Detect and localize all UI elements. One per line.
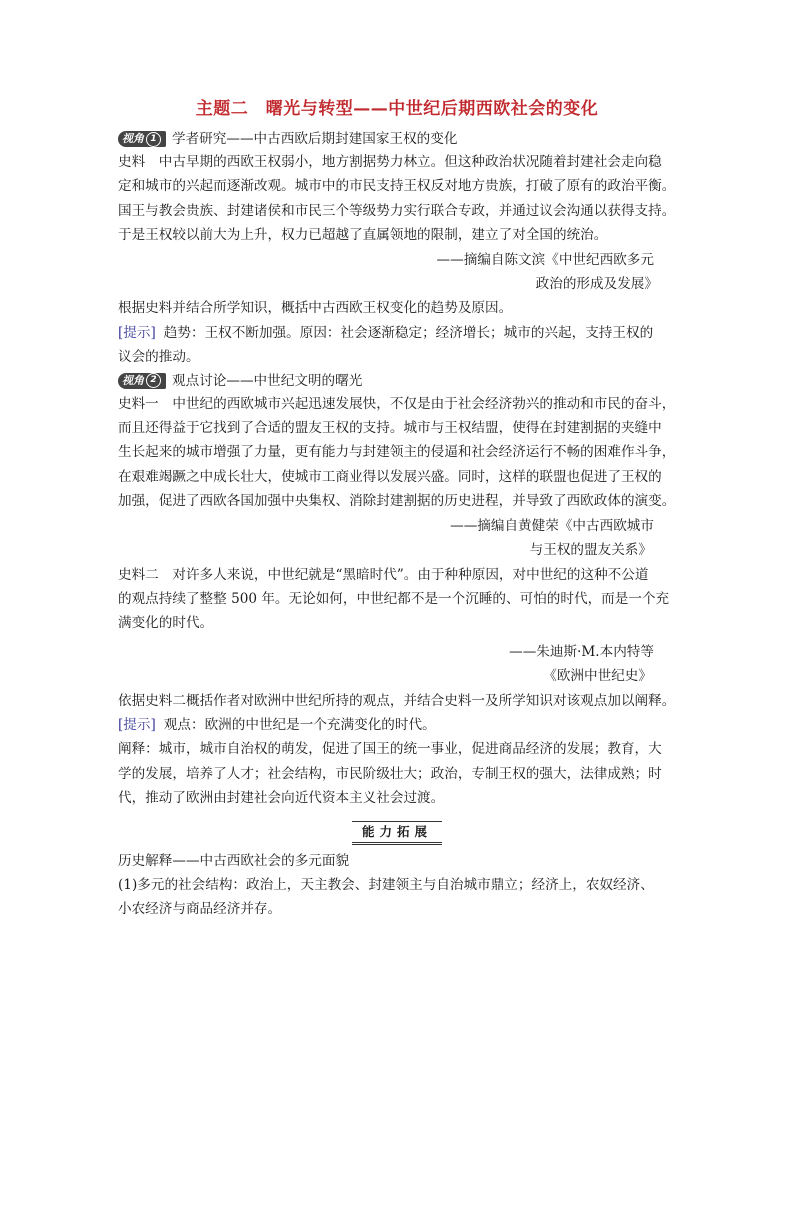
citation: 与王权的盟友关系》 bbox=[529, 542, 652, 559]
citation: 《欧洲中世纪史》 bbox=[543, 668, 652, 685]
extension-heading: 历史解释——中古西欧社会的多元面貌 bbox=[118, 852, 350, 869]
viewpoint-2-source-one: 史料一 中世纪的西欧城市兴起迅速发展快，不仅是由于社会经济勃兴的推动和市民的奋斗， 而且还得益于它找到了合适的盟友王权的支持。城市与王权结盟，使得在封建割据的夹缝中 生长起来的城市增强了力量，更有能力与封建领主的侵逼和社会经济运行不畅的困难作斗争， 在艰难竭蹶之中成长壮大，使城市工商业得以发展兴盛。同时，这样的联盟也促进了王权的 加强，促进了西欧各国加强中央集权、消除封建割据的历史进程，并导致了西欧政体的演变。 bbox=[118, 395, 676, 510]
document-page: 主题二 曙光与转型——中世纪后期西欧社会的变化 视角 1 学者研究——中古西欧后期封建国家王权的变化 史料 中古早期的西欧王权弱小，地方割据势力林立。但这种政治状况随着封建社会走向稳 定和城市的兴起而逐渐改观。城市中的市民支持王权反对地方贵族，打破了原有的政治平衡。 国王与教会贵族、封建诸侯和市民三个等级势力实行联合专政，并通过议会沟通以获得支持。 于是王权较以前大为上升，权力已超越了直属领地的限制，建立了对全国的统治。 ——摘编自陈文滨《中世纪西欧多元 政治的形成及发展》 根据史料并结合所学知识，概括中古西欧王权变化的趋势及原因。 [提示] 趋势：王权不断加强。原因：社会逐渐稳定；经济增长；城市的兴起，支持王权的 议会的推动。 视角 2 观点讨论——中世纪文明的曙光 史料一 中世纪的西欧城市兴起迅速发展快，不仅是由于社会经济勃兴的推动和市民的奋斗， 而且还得益于它找到了合适的盟友王权的支持。城市与王权结盟，使得在封建割据的夹缝中 生长起来的城市增强了力量，更有能力与封建领主的侵逼和社会经济运行不畅的困难作斗争， 在艰难竭蹶之中成长壮大，使城市工商业得以发展兴盛。同时，这样的联盟也促进了王权的 加强，促进了西欧各国加强中央集权、消除封建割据的历史进程，并导致了西欧政体的演变。 ——摘编自黄健荣《中古西欧城市 与王权的盟友关系》 史料二 对许多人来说，中世纪就是“黑暗时代”。由于种种原因，对中世纪的这种不公道 的观点持续了整整 500 年。无论如何，中世纪都不是一个沉睡的、可怕的时代，而是一个充 满变化的时代。 ——朱迪斯·M.本内特等 《欧洲中世纪史》 依据史料二概括作者对欧洲中世纪所持的观点，并结合史料一及所学知识对该观点加以阐释。 [提示] 观点：欧洲的中世纪是一个充满变化的时代。 阐释：城市，城市自治权的萌发，促进了国王的统一事业，促进商品经济的发展；教育，大 学的发展，培养了人才；社会结构，市民阶级壮大；政治，专制王权的强大，法律成熟；时 代，推动了欧洲由封建社会向近代资本主义社会过渡。 能力拓展 历史解释——中古西欧社会的多元面貌 (1)多元的社会结构：政治上，天主教会、封建领主与自治城市鼎立；经济上，农奴经济、 小农经济与商品经济并存。 bbox=[0, 96, 794, 1219]
ability-extension-banner: 能力拓展 bbox=[352, 821, 442, 845]
question: 依据史料二概括作者对欧洲中世纪所持的观点，并结合史料一及所学知识对该观点加以阐释。 bbox=[118, 692, 676, 709]
citation: 政治的形成及发展》 bbox=[535, 276, 658, 293]
tip: [提示] 观点：欧洲的中世纪是一个充满变化的时代。 bbox=[118, 716, 436, 733]
section-banner bbox=[118, 821, 676, 847]
citation: ——摘编自黄健荣《中古西欧城市 bbox=[450, 517, 654, 534]
tip-label: [提示] bbox=[118, 324, 156, 341]
viewpoint-2-heading: 视角 2 观点讨论——中世纪文明的曙光 bbox=[118, 370, 676, 392]
viewpoint-badge-icon: 视角 2 bbox=[118, 373, 166, 389]
tip-label: [提示] bbox=[118, 716, 156, 733]
viewpoint-1-heading: 视角 1 学者研究——中古西欧后期封建国家王权的变化 bbox=[118, 128, 676, 150]
citation: ——朱迪斯·M.本内特等 bbox=[509, 643, 654, 660]
page-title: 主题二 曙光与转型——中世纪后期西欧社会的变化 bbox=[195, 99, 599, 119]
viewpoint-2-source-two: 史料二 对许多人来说，中世纪就是“黑暗时代”。由于种种原因，对中世纪的这种不公道 的观点持续了整整 500 年。无论如何，中世纪都不是一个沉睡的、可怕的时代，而是一个充 满变化的时代。 bbox=[118, 566, 670, 632]
question: 根据史料并结合所学知识，概括中古西欧王权变化的趋势及原因。 bbox=[118, 300, 513, 317]
citation: ——摘编自陈文滨《中世纪西欧多元 bbox=[436, 251, 654, 268]
viewpoint-badge-icon: 视角 1 bbox=[118, 131, 166, 147]
tip: [提示] 趋势：王权不断加强。原因：社会逐渐稳定；经济增长；城市的兴起，支持王权的 bbox=[118, 324, 654, 341]
viewpoint-1-source-text: 史料 中古早期的西欧王权弱小，地方割据势力林立。但这种政治状况随着封建社会走向稳 定和城市的兴起而逐渐改观。城市中的市民支持王权反对地方贵族，打破了原有的政治平衡。 国王与教会贵族、封建诸侯和市民三个等级势力实行联合专政，并通过议会沟通以获得支持。 于是王权较以前大为上升，权力已超越了直属领地的限制，建立了对全国的统治。 bbox=[118, 154, 676, 244]
explanation: 阐释：城市，城市自治权的萌发，促进了国王的统一事业，促进商品经济的发展；教育，大 学的发展，培养了人才；社会结构，市民阶级壮大；政治，专制王权的强大，法律成熟；时 代，推动了欧洲由封建社会向近代资本主义社会过渡。 bbox=[118, 741, 662, 807]
